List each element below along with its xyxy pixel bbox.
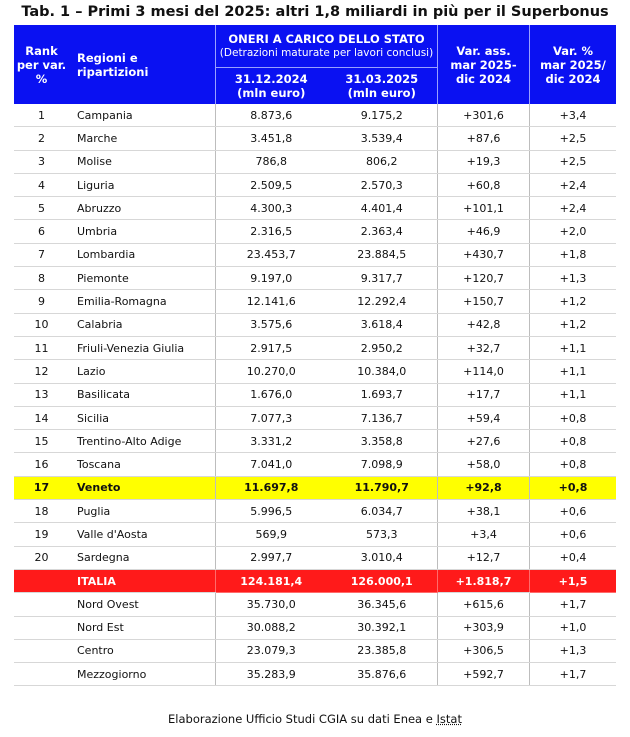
table-row xyxy=(14,173,616,196)
table-row xyxy=(14,220,616,243)
cell-region: Campania xyxy=(69,104,216,127)
cell-var-abs: +3,4 xyxy=(438,523,530,546)
header-var-abs-line1: Var. ass. xyxy=(456,43,511,58)
cell-value-dec-2024: 35.283,9 xyxy=(216,663,327,686)
cell-var-abs: +301,6 xyxy=(438,104,530,127)
cell-value-mar-2025: 2.570,3 xyxy=(327,173,438,196)
cell-value-mar-2025: 23.385,8 xyxy=(327,639,438,662)
cell-var-pct: +1,7 xyxy=(530,663,617,686)
cell-rank: 10 xyxy=(14,313,69,336)
cell-var-pct: +2,0 xyxy=(530,220,617,243)
cell-value-dec-2024: 2.316,5 xyxy=(216,220,327,243)
cell-region: Emilia-Romagna xyxy=(69,290,216,313)
cell-var-pct: +2,4 xyxy=(530,197,617,220)
cell-region: Piemonte xyxy=(69,267,216,290)
cell-region: Mezzogiorno xyxy=(69,663,216,686)
cell-value-dec-2024: 2.917,5 xyxy=(216,336,327,359)
header-var-abs-line2: mar 2025- xyxy=(450,57,517,72)
header-date-mar-2025 xyxy=(327,68,438,105)
cell-var-abs: +1.818,7 xyxy=(438,569,530,592)
cell-var-abs: +150,7 xyxy=(438,290,530,313)
cell-var-abs: +120,7 xyxy=(438,267,530,290)
cell-rank: 1 xyxy=(14,104,69,127)
cell-rank xyxy=(14,639,69,662)
cell-rank: 11 xyxy=(14,336,69,359)
cell-var-abs: +38,1 xyxy=(438,500,530,523)
cell-rank: 4 xyxy=(14,173,69,196)
header-var-abs-line3: dic 2024 xyxy=(455,71,511,86)
cell-var-pct: +1,7 xyxy=(530,593,617,616)
cell-region: Nord Ovest xyxy=(69,593,216,616)
table-row xyxy=(14,593,616,616)
cell-var-pct: +0,6 xyxy=(530,500,617,523)
cell-region: Trentino-Alto Adige xyxy=(69,430,216,453)
source-note-text: Elaborazione Ufficio Studi CGIA su dati Enea e xyxy=(168,712,437,726)
cell-value-dec-2024: 124.181,4 xyxy=(216,569,327,592)
cell-value-mar-2025: 3.539,4 xyxy=(327,127,438,150)
cell-region: Marche xyxy=(69,127,216,150)
header-region xyxy=(69,25,216,104)
header-rank-line1: Rank xyxy=(25,43,58,58)
cell-value-dec-2024: 1.676,0 xyxy=(216,383,327,406)
cell-value-mar-2025: 36.345,6 xyxy=(327,593,438,616)
header-region-line2: ripartizioni xyxy=(77,64,149,79)
cell-value-mar-2025: 3.618,4 xyxy=(327,313,438,336)
cell-value-dec-2024: 4.300,3 xyxy=(216,197,327,220)
cell-var-abs: +430,7 xyxy=(438,243,530,266)
cell-value-mar-2025: 10.384,0 xyxy=(327,360,438,383)
cell-var-abs: +58,0 xyxy=(438,453,530,476)
cell-var-pct: +2,4 xyxy=(530,173,617,196)
cell-var-abs: +87,6 xyxy=(438,127,530,150)
highlighted-row xyxy=(14,476,616,499)
cell-var-abs: +46,9 xyxy=(438,220,530,243)
cell-rank: 5 xyxy=(14,197,69,220)
table-row xyxy=(14,523,616,546)
cell-region: Puglia xyxy=(69,500,216,523)
header-rank-line3: % xyxy=(35,71,48,86)
header-var-pct-line1: Var. % xyxy=(553,43,593,58)
table-row xyxy=(14,383,616,406)
header-region-line1: Regioni e xyxy=(77,50,138,65)
total-row xyxy=(14,569,616,592)
cell-var-abs: +114,0 xyxy=(438,360,530,383)
header-date2-line2: (mln euro) xyxy=(347,86,416,100)
cell-rank: 19 xyxy=(14,523,69,546)
cell-rank: 13 xyxy=(14,383,69,406)
cell-value-mar-2025: 1.693,7 xyxy=(327,383,438,406)
cell-value-dec-2024: 23.079,3 xyxy=(216,639,327,662)
cell-var-pct: +0,4 xyxy=(530,546,617,569)
cell-var-abs: +17,7 xyxy=(438,383,530,406)
cell-var-abs: +19,3 xyxy=(438,150,530,173)
cell-region: Basilicata xyxy=(69,383,216,406)
cell-value-dec-2024: 10.270,0 xyxy=(216,360,327,383)
cell-var-pct: +2,5 xyxy=(530,127,617,150)
cell-rank: 14 xyxy=(14,406,69,429)
table-row xyxy=(14,616,616,639)
cell-value-dec-2024: 3.331,2 xyxy=(216,430,327,453)
cell-value-mar-2025: 806,2 xyxy=(327,150,438,173)
cell-value-mar-2025: 2.950,2 xyxy=(327,336,438,359)
header-group xyxy=(216,25,438,68)
cell-value-dec-2024: 23.453,7 xyxy=(216,243,327,266)
cell-var-pct: +0,6 xyxy=(530,523,617,546)
cell-region: Calabria xyxy=(69,313,216,336)
cell-var-pct: +1,2 xyxy=(530,313,617,336)
cell-var-pct: +0,8 xyxy=(530,406,617,429)
table-container xyxy=(14,25,616,686)
cell-var-pct: +0,8 xyxy=(530,430,617,453)
cell-value-dec-2024: 7.077,3 xyxy=(216,406,327,429)
cell-value-dec-2024: 5.996,5 xyxy=(216,500,327,523)
cell-var-pct: +0,8 xyxy=(530,453,617,476)
table-row xyxy=(14,313,616,336)
source-note-istat: Istat xyxy=(436,712,462,726)
cell-region: Lazio xyxy=(69,360,216,383)
cell-value-dec-2024: 12.141,6 xyxy=(216,290,327,313)
cell-value-dec-2024: 9.197,0 xyxy=(216,267,327,290)
cell-value-dec-2024: 569,9 xyxy=(216,523,327,546)
cell-var-abs: +592,7 xyxy=(438,663,530,686)
cell-value-dec-2024: 35.730,0 xyxy=(216,593,327,616)
cell-var-pct: +1,3 xyxy=(530,639,617,662)
table-row xyxy=(14,406,616,429)
header-var-pct-line2: mar 2025/ xyxy=(540,57,606,72)
cell-value-dec-2024: 3.575,6 xyxy=(216,313,327,336)
cell-var-abs: +42,8 xyxy=(438,313,530,336)
table-row xyxy=(14,453,616,476)
cell-value-mar-2025: 573,3 xyxy=(327,523,438,546)
cell-value-dec-2024: 11.697,8 xyxy=(216,476,327,499)
cell-var-abs: +12,7 xyxy=(438,546,530,569)
cell-rank: 18 xyxy=(14,500,69,523)
cell-rank: 7 xyxy=(14,243,69,266)
cell-value-mar-2025: 35.876,6 xyxy=(327,663,438,686)
cell-value-mar-2025: 7.136,7 xyxy=(327,406,438,429)
cell-var-pct: +3,4 xyxy=(530,104,617,127)
cell-rank: 15 xyxy=(14,430,69,453)
header-rank-line2: per var. xyxy=(16,57,67,72)
cell-region: ITALIA xyxy=(69,569,216,592)
cell-value-dec-2024: 2.997,7 xyxy=(216,546,327,569)
cell-value-mar-2025: 9.317,7 xyxy=(327,267,438,290)
cell-var-pct: +1,1 xyxy=(530,360,617,383)
cell-region: Umbria xyxy=(69,220,216,243)
cell-value-mar-2025: 7.098,9 xyxy=(327,453,438,476)
cell-var-pct: +2,5 xyxy=(530,150,617,173)
cell-value-mar-2025: 6.034,7 xyxy=(327,500,438,523)
cell-value-mar-2025: 23.884,5 xyxy=(327,243,438,266)
cell-region: Abruzzo xyxy=(69,197,216,220)
header-group-subtitle: (Detrazioni maturate per lavori conclusi) xyxy=(219,47,434,59)
table-row xyxy=(14,243,616,266)
cell-var-pct: +1,1 xyxy=(530,383,617,406)
cell-rank: 9 xyxy=(14,290,69,313)
cell-region: Veneto xyxy=(69,476,216,499)
cell-value-mar-2025: 126.000,1 xyxy=(327,569,438,592)
cell-value-mar-2025: 30.392,1 xyxy=(327,616,438,639)
cell-var-abs: +92,8 xyxy=(438,476,530,499)
cell-var-pct: +1,2 xyxy=(530,290,617,313)
cell-var-abs: +306,5 xyxy=(438,639,530,662)
table-row xyxy=(14,150,616,173)
cell-region: Lombardia xyxy=(69,243,216,266)
cell-region: Centro xyxy=(69,639,216,662)
cell-value-mar-2025: 4.401,4 xyxy=(327,197,438,220)
cell-value-dec-2024: 3.451,8 xyxy=(216,127,327,150)
cell-var-pct: +0,8 xyxy=(530,476,617,499)
superbonus-table xyxy=(14,25,616,686)
cell-value-mar-2025: 2.363,4 xyxy=(327,220,438,243)
header-date2-line1: 31.03.2025 xyxy=(345,72,419,86)
source-note xyxy=(0,712,630,726)
cell-value-mar-2025: 12.292,4 xyxy=(327,290,438,313)
cell-region: Nord Est xyxy=(69,616,216,639)
table-row xyxy=(14,430,616,453)
cell-rank: 6 xyxy=(14,220,69,243)
cell-var-abs: +32,7 xyxy=(438,336,530,359)
cell-rank xyxy=(14,663,69,686)
cell-rank xyxy=(14,593,69,616)
header-var-pct-line3: dic 2024 xyxy=(545,71,601,86)
cell-rank: 8 xyxy=(14,267,69,290)
header-group-title: ONERI A CARICO DELLO STATO xyxy=(228,32,425,46)
cell-rank xyxy=(14,569,69,592)
cell-rank: 2 xyxy=(14,127,69,150)
table-row xyxy=(14,500,616,523)
table-row xyxy=(14,360,616,383)
cell-var-abs: +101,1 xyxy=(438,197,530,220)
table-row xyxy=(14,546,616,569)
table-row xyxy=(14,290,616,313)
table-row xyxy=(14,336,616,359)
cell-var-pct: +1,1 xyxy=(530,336,617,359)
table-row xyxy=(14,267,616,290)
cell-var-pct: +1,5 xyxy=(530,569,617,592)
cell-value-mar-2025: 11.790,7 xyxy=(327,476,438,499)
cell-rank: 12 xyxy=(14,360,69,383)
cell-var-pct: +1,8 xyxy=(530,243,617,266)
cell-value-dec-2024: 7.041,0 xyxy=(216,453,327,476)
cell-var-abs: +60,8 xyxy=(438,173,530,196)
cell-value-mar-2025: 3.358,8 xyxy=(327,430,438,453)
header-var-abs xyxy=(438,25,530,104)
header-date1-line2: (mln euro) xyxy=(237,86,306,100)
cell-rank xyxy=(14,616,69,639)
cell-region: Valle d'Aosta xyxy=(69,523,216,546)
cell-region: Sardegna xyxy=(69,546,216,569)
cell-var-abs: +303,9 xyxy=(438,616,530,639)
header-var-pct xyxy=(530,25,617,104)
cell-value-mar-2025: 3.010,4 xyxy=(327,546,438,569)
cell-var-abs: +615,6 xyxy=(438,593,530,616)
cell-var-abs: +27,6 xyxy=(438,430,530,453)
cell-region: Molise xyxy=(69,150,216,173)
cell-value-dec-2024: 786,8 xyxy=(216,150,327,173)
cell-value-dec-2024: 2.509,5 xyxy=(216,173,327,196)
cell-region: Liguria xyxy=(69,173,216,196)
cell-region: Friuli-Venezia Giulia xyxy=(69,336,216,359)
cell-rank: 16 xyxy=(14,453,69,476)
cell-var-abs: +59,4 xyxy=(438,406,530,429)
cell-value-mar-2025: 9.175,2 xyxy=(327,104,438,127)
cell-var-pct: +1,0 xyxy=(530,616,617,639)
cell-rank: 17 xyxy=(14,476,69,499)
header-date1-line1: 31.12.2024 xyxy=(234,72,308,86)
table-body xyxy=(14,104,616,686)
header-rank xyxy=(14,25,69,104)
cell-rank: 20 xyxy=(14,546,69,569)
cell-value-dec-2024: 30.088,2 xyxy=(216,616,327,639)
cell-var-pct: +1,3 xyxy=(530,267,617,290)
cell-value-dec-2024: 8.873,6 xyxy=(216,104,327,127)
table-row xyxy=(14,197,616,220)
table-row xyxy=(14,663,616,686)
table-row xyxy=(14,127,616,150)
table-row xyxy=(14,104,616,127)
header-date-dec-2024 xyxy=(216,68,327,105)
table-row xyxy=(14,639,616,662)
cell-region: Toscana xyxy=(69,453,216,476)
cell-region: Sicilia xyxy=(69,406,216,429)
cell-rank: 3 xyxy=(14,150,69,173)
table-title: Tab. 1 – Primi 3 mesi del 2025: altri 1,8 miliardi in più per il Superbonus xyxy=(21,4,609,20)
